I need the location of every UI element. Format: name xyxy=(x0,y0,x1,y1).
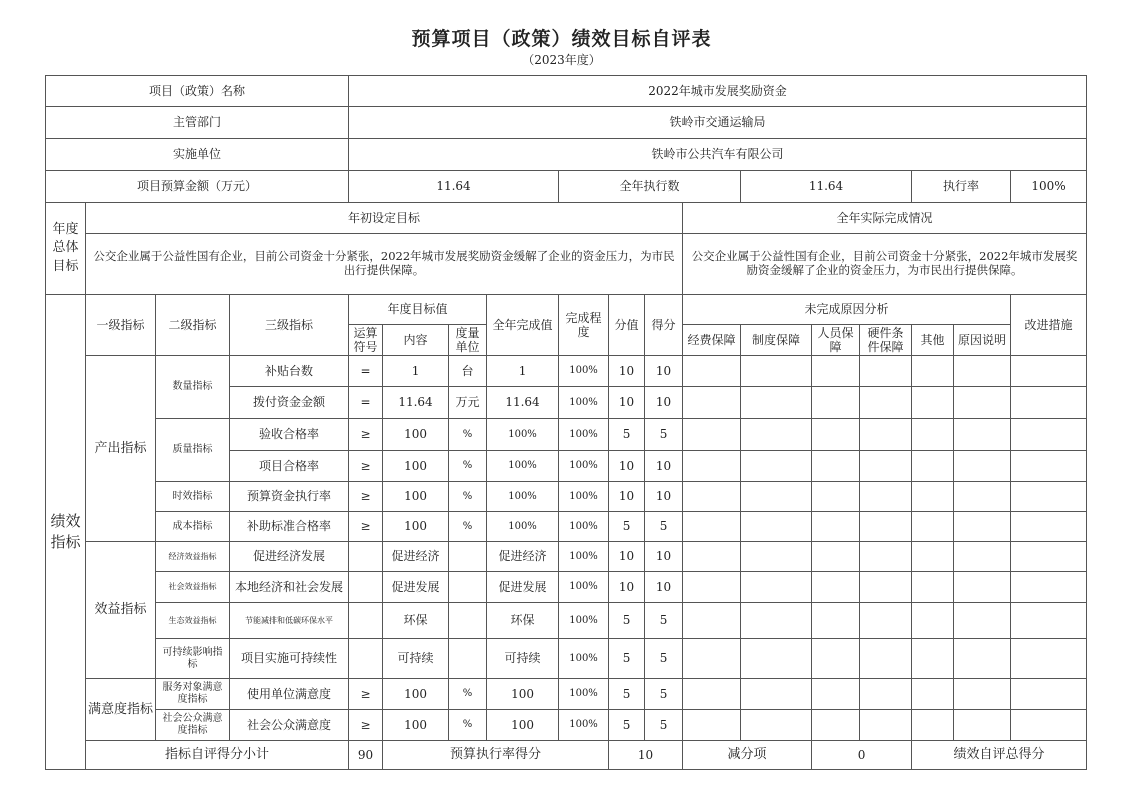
indicator-completed: 可持续 xyxy=(487,639,559,679)
indicator-degree: 100% xyxy=(559,572,609,603)
empty-cell xyxy=(812,542,860,572)
indicator-name: 使用单位满意度 xyxy=(230,679,349,710)
indicator-value: 5 xyxy=(609,603,645,639)
indicator-degree: 100% xyxy=(559,512,609,542)
empty-cell xyxy=(912,710,954,741)
department-value: 铁岭市交通运输局 xyxy=(349,107,1087,139)
table-row xyxy=(46,603,1087,639)
empty-cell xyxy=(860,419,912,451)
indicator-op: ≥ xyxy=(349,679,383,710)
header-completed: 全年完成值 xyxy=(487,295,559,356)
indicator-content: 促进发展 xyxy=(383,572,449,603)
empty-cell xyxy=(812,710,860,741)
project-name-value: 2022年城市发展奖励资金 xyxy=(349,76,1087,107)
empty-cell xyxy=(912,482,954,512)
empty-cell xyxy=(954,482,1011,512)
empty-cell xyxy=(683,356,741,387)
empty-cell xyxy=(1011,356,1087,387)
unit-value: 铁岭市公共汽车有限公司 xyxy=(349,139,1087,171)
indicator-name: 促进经济发展 xyxy=(230,542,349,572)
empty-cell xyxy=(683,482,741,512)
level2-timeliness: 时效指标 xyxy=(156,482,230,512)
empty-cell xyxy=(860,482,912,512)
empty-cell xyxy=(741,639,812,679)
indicator-unit: % xyxy=(449,679,487,710)
header-op: 运算符号 xyxy=(349,325,383,356)
indicator-degree: 100% xyxy=(559,356,609,387)
empty-cell xyxy=(860,639,912,679)
empty-cell xyxy=(954,679,1011,710)
header-content: 内容 xyxy=(383,325,449,356)
indicator-completed: 100% xyxy=(487,419,559,451)
empty-cell xyxy=(1011,482,1087,512)
group-benefit: 效益指标 xyxy=(86,542,156,679)
empty-cell xyxy=(1011,512,1087,542)
indicator-unit xyxy=(449,542,487,572)
empty-cell xyxy=(741,710,812,741)
empty-cell xyxy=(683,387,741,419)
empty-cell xyxy=(741,542,812,572)
indicator-degree: 100% xyxy=(559,387,609,419)
indicator-name: 项目合格率 xyxy=(230,451,349,482)
indicator-score: 5 xyxy=(645,512,683,542)
indicator-degree: 100% xyxy=(559,710,609,741)
group-output: 产出指标 xyxy=(86,356,156,542)
table-row xyxy=(46,512,1087,542)
budget-value: 11.64 xyxy=(349,171,559,203)
indicator-value: 10 xyxy=(609,572,645,603)
empty-cell xyxy=(812,639,860,679)
indicator-value: 5 xyxy=(609,679,645,710)
initial-goal-text: 公交企业属于公益性国有企业，目前公司资金十分紧张，2022年城市发展奖励资金缓解了企业的资金压力，为市民出行提供保障。 xyxy=(86,234,683,295)
indicator-degree: 100% xyxy=(559,419,609,451)
indicator-value: 10 xyxy=(609,451,645,482)
header-level3: 三级指标 xyxy=(230,295,349,356)
indicator-score: 10 xyxy=(645,482,683,512)
footer-row xyxy=(46,741,1087,770)
indicator-value: 10 xyxy=(609,482,645,512)
subtotal-value: 90 xyxy=(349,741,383,770)
indicator-unit xyxy=(449,639,487,679)
indicator-op: = xyxy=(349,387,383,419)
table-row xyxy=(46,482,1087,512)
empty-cell xyxy=(683,451,741,482)
level2-social: 社会效益指标 xyxy=(156,572,230,603)
indicator-op: ≥ xyxy=(349,482,383,512)
budget-label: 项目预算金额（万元） xyxy=(46,171,349,203)
empty-cell xyxy=(683,639,741,679)
executed-label: 全年执行数 xyxy=(559,171,741,203)
indicator-op: = xyxy=(349,356,383,387)
indicator-unit xyxy=(449,572,487,603)
empty-cell xyxy=(683,679,741,710)
goals-text-row xyxy=(46,234,1087,295)
header-level1: 一级指标 xyxy=(86,295,156,356)
empty-cell xyxy=(1011,710,1087,741)
indicator-name: 本地经济和社会发展 xyxy=(230,572,349,603)
executed-value: 11.64 xyxy=(741,171,912,203)
budget-score-label: 预算执行率得分 xyxy=(383,741,609,770)
department-row xyxy=(46,107,1087,139)
level2-service-satisfaction: 服务对象满意度指标 xyxy=(156,679,230,710)
page-title: 预算项目（政策）绩效目标自评表 xyxy=(411,28,712,50)
indicator-value: 10 xyxy=(609,356,645,387)
empty-cell xyxy=(812,482,860,512)
header-reason-explain: 原因说明 xyxy=(954,325,1011,356)
level2-quantity: 数量指标 xyxy=(156,356,230,419)
group-satisfaction: 满意度指标 xyxy=(86,679,156,741)
empty-cell xyxy=(954,387,1011,419)
indicator-score: 10 xyxy=(645,356,683,387)
header-annual-target: 年度目标值 xyxy=(349,295,487,325)
empty-cell xyxy=(860,679,912,710)
empty-cell xyxy=(741,512,812,542)
table-row xyxy=(46,419,1087,451)
empty-cell xyxy=(954,419,1011,451)
project-name-row xyxy=(46,76,1087,107)
table-row xyxy=(46,572,1087,603)
indicator-name: 预算资金执行率 xyxy=(230,482,349,512)
indicator-completed: 环保 xyxy=(487,603,559,639)
indicator-op: ≥ xyxy=(349,710,383,741)
initial-goal-label: 年初设定目标 xyxy=(86,203,683,234)
goals-header-row xyxy=(46,203,1087,234)
header-reason-other: 其他 xyxy=(912,325,954,356)
indicator-degree: 100% xyxy=(559,451,609,482)
empty-cell xyxy=(954,451,1011,482)
table-row xyxy=(46,679,1087,710)
empty-cell xyxy=(860,451,912,482)
indicator-content: 100 xyxy=(383,512,449,542)
empty-cell xyxy=(860,603,912,639)
empty-cell xyxy=(741,387,812,419)
empty-cell xyxy=(683,710,741,741)
empty-cell xyxy=(1011,679,1087,710)
indicator-content: 促进经济 xyxy=(383,542,449,572)
empty-cell xyxy=(912,512,954,542)
indicator-value: 5 xyxy=(609,512,645,542)
empty-cell xyxy=(912,451,954,482)
indicator-content: 11.64 xyxy=(383,387,449,419)
empty-cell xyxy=(954,542,1011,572)
empty-cell xyxy=(1011,387,1087,419)
indicator-unit: % xyxy=(449,482,487,512)
empty-cell xyxy=(954,639,1011,679)
rate-label: 执行率 xyxy=(912,171,1011,203)
indicator-content: 100 xyxy=(383,451,449,482)
indicator-value: 10 xyxy=(609,387,645,419)
empty-cell xyxy=(741,482,812,512)
indicator-op xyxy=(349,572,383,603)
annual-goal-label: 年度总体目标 xyxy=(46,203,86,295)
empty-cell xyxy=(812,387,860,419)
empty-cell xyxy=(954,512,1011,542)
indicator-header-row-1 xyxy=(46,295,1087,325)
indicator-score: 10 xyxy=(645,542,683,572)
deduction-value: 0 xyxy=(812,741,912,770)
project-name-label: 项目（政策）名称 xyxy=(46,76,349,107)
empty-cell xyxy=(741,603,812,639)
indicator-degree: 100% xyxy=(559,603,609,639)
empty-cell xyxy=(912,639,954,679)
empty-cell xyxy=(1011,572,1087,603)
indicator-value: 5 xyxy=(609,710,645,741)
indicator-degree: 100% xyxy=(559,679,609,710)
empty-cell xyxy=(860,572,912,603)
deduction-label: 减分项 xyxy=(683,741,812,770)
empty-cell xyxy=(812,572,860,603)
empty-cell xyxy=(812,451,860,482)
performance-indicator-label: 绩效指标 xyxy=(46,295,86,770)
empty-cell xyxy=(954,603,1011,639)
actual-goal-label: 全年实际完成情况 xyxy=(683,203,1087,234)
table-row xyxy=(46,710,1087,741)
indicator-content: 环保 xyxy=(383,603,449,639)
empty-cell xyxy=(812,603,860,639)
empty-cell xyxy=(1011,603,1087,639)
table-row xyxy=(46,542,1087,572)
header-reason-system: 制度保障 xyxy=(741,325,812,356)
indicator-score: 5 xyxy=(645,679,683,710)
self-evaluation-table xyxy=(45,75,1087,770)
empty-cell xyxy=(812,419,860,451)
indicator-value: 5 xyxy=(609,639,645,679)
empty-cell xyxy=(683,542,741,572)
empty-cell xyxy=(1011,451,1087,482)
empty-cell xyxy=(683,512,741,542)
empty-cell xyxy=(912,679,954,710)
indicator-degree: 100% xyxy=(559,542,609,572)
header-unit: 度量单位 xyxy=(449,325,487,356)
indicator-content: 100 xyxy=(383,679,449,710)
empty-cell xyxy=(860,542,912,572)
empty-cell xyxy=(860,512,912,542)
indicator-score: 5 xyxy=(645,419,683,451)
header-score-value: 分值 xyxy=(609,295,645,356)
indicator-score: 5 xyxy=(645,603,683,639)
indicator-completed: 促进经济 xyxy=(487,542,559,572)
indicator-degree: 100% xyxy=(559,482,609,512)
empty-cell xyxy=(741,451,812,482)
empty-cell xyxy=(683,572,741,603)
level2-economic: 经济效益指标 xyxy=(156,542,230,572)
indicator-content: 可持续 xyxy=(383,639,449,679)
table-row xyxy=(46,356,1087,387)
indicator-op: ≥ xyxy=(349,512,383,542)
indicator-score: 10 xyxy=(645,451,683,482)
indicator-content: 100 xyxy=(383,710,449,741)
header-reason-analysis: 未完成原因分析 xyxy=(683,295,1011,325)
header-level2: 二级指标 xyxy=(156,295,230,356)
indicator-unit: % xyxy=(449,419,487,451)
subtotal-label: 指标自评得分小计 xyxy=(86,741,349,770)
indicator-score: 10 xyxy=(645,387,683,419)
indicator-value: 10 xyxy=(609,542,645,572)
header-reason-staff: 人员保障 xyxy=(812,325,860,356)
header-reason-fund: 经费保障 xyxy=(683,325,741,356)
actual-goal-text: 公交企业属于公益性国有企业，目前公司资金十分紧张，2022年城市发展奖励资金缓解了企业的资金压力，为市民出行提供保障。 xyxy=(683,234,1087,295)
empty-cell xyxy=(912,419,954,451)
empty-cell xyxy=(954,356,1011,387)
empty-cell xyxy=(741,356,812,387)
indicator-name: 补贴台数 xyxy=(230,356,349,387)
level2-sustain: 可持续影响指标 xyxy=(156,639,230,679)
empty-cell xyxy=(1011,419,1087,451)
indicator-score: 5 xyxy=(645,710,683,741)
total-score-label: 绩效自评总得分 xyxy=(912,741,1087,770)
header-improve: 改进措施 xyxy=(1011,295,1087,356)
empty-cell xyxy=(912,542,954,572)
indicator-name: 拨付资金金额 xyxy=(230,387,349,419)
indicator-completed: 100% xyxy=(487,482,559,512)
indicator-unit: % xyxy=(449,512,487,542)
indicator-op xyxy=(349,639,383,679)
empty-cell xyxy=(860,356,912,387)
indicator-unit: % xyxy=(449,451,487,482)
empty-cell xyxy=(812,512,860,542)
empty-cell xyxy=(860,387,912,419)
indicator-name: 验收合格率 xyxy=(230,419,349,451)
indicator-op: ≥ xyxy=(349,419,383,451)
budget-row xyxy=(46,171,1087,203)
empty-cell xyxy=(741,419,812,451)
empty-cell xyxy=(741,679,812,710)
table-row xyxy=(46,639,1087,679)
indicator-unit: 万元 xyxy=(449,387,487,419)
level2-quality: 质量指标 xyxy=(156,419,230,482)
indicator-unit: 台 xyxy=(449,356,487,387)
header-reason-hardware: 硬件条件保障 xyxy=(860,325,912,356)
empty-cell xyxy=(683,603,741,639)
empty-cell xyxy=(912,572,954,603)
indicator-op xyxy=(349,542,383,572)
indicator-content: 100 xyxy=(383,419,449,451)
indicator-completed: 100% xyxy=(487,512,559,542)
indicator-completed: 11.64 xyxy=(487,387,559,419)
empty-cell xyxy=(860,710,912,741)
indicator-op: ≥ xyxy=(349,451,383,482)
empty-cell xyxy=(812,679,860,710)
indicator-name: 节能减排和低碳环保水平 xyxy=(230,603,349,639)
empty-cell xyxy=(912,603,954,639)
indicator-value: 5 xyxy=(609,419,645,451)
page-subtitle-year: （2023年度） xyxy=(522,53,601,67)
empty-cell xyxy=(812,356,860,387)
indicator-completed: 1 xyxy=(487,356,559,387)
indicator-score: 5 xyxy=(645,639,683,679)
indicator-content: 100 xyxy=(383,482,449,512)
empty-cell xyxy=(912,356,954,387)
empty-cell xyxy=(954,572,1011,603)
header-score: 得分 xyxy=(645,295,683,356)
empty-cell xyxy=(1011,639,1087,679)
unit-label: 实施单位 xyxy=(46,139,349,171)
header-degree: 完成程度 xyxy=(559,295,609,356)
indicator-completed: 100 xyxy=(487,679,559,710)
indicator-name: 项目实施可持续性 xyxy=(230,639,349,679)
department-label: 主管部门 xyxy=(46,107,349,139)
indicator-score: 10 xyxy=(645,572,683,603)
empty-cell xyxy=(912,387,954,419)
indicator-completed: 促进发展 xyxy=(487,572,559,603)
empty-cell xyxy=(954,710,1011,741)
level2-public-satisfaction: 社会公众满意度指标 xyxy=(156,710,230,741)
indicator-completed: 100 xyxy=(487,710,559,741)
indicator-content: 1 xyxy=(383,356,449,387)
indicator-name: 社会公众满意度 xyxy=(230,710,349,741)
unit-row xyxy=(46,139,1087,171)
empty-cell xyxy=(683,419,741,451)
indicator-unit xyxy=(449,603,487,639)
level2-ecological: 生态效益指标 xyxy=(156,603,230,639)
indicator-degree: 100% xyxy=(559,639,609,679)
rate-value: 100% xyxy=(1011,171,1087,203)
indicator-unit: % xyxy=(449,710,487,741)
indicator-completed: 100% xyxy=(487,451,559,482)
budget-score-value: 10 xyxy=(609,741,683,770)
empty-cell xyxy=(1011,542,1087,572)
indicator-op xyxy=(349,603,383,639)
empty-cell xyxy=(741,572,812,603)
level2-cost: 成本指标 xyxy=(156,512,230,542)
indicator-name: 补助标准合格率 xyxy=(230,512,349,542)
